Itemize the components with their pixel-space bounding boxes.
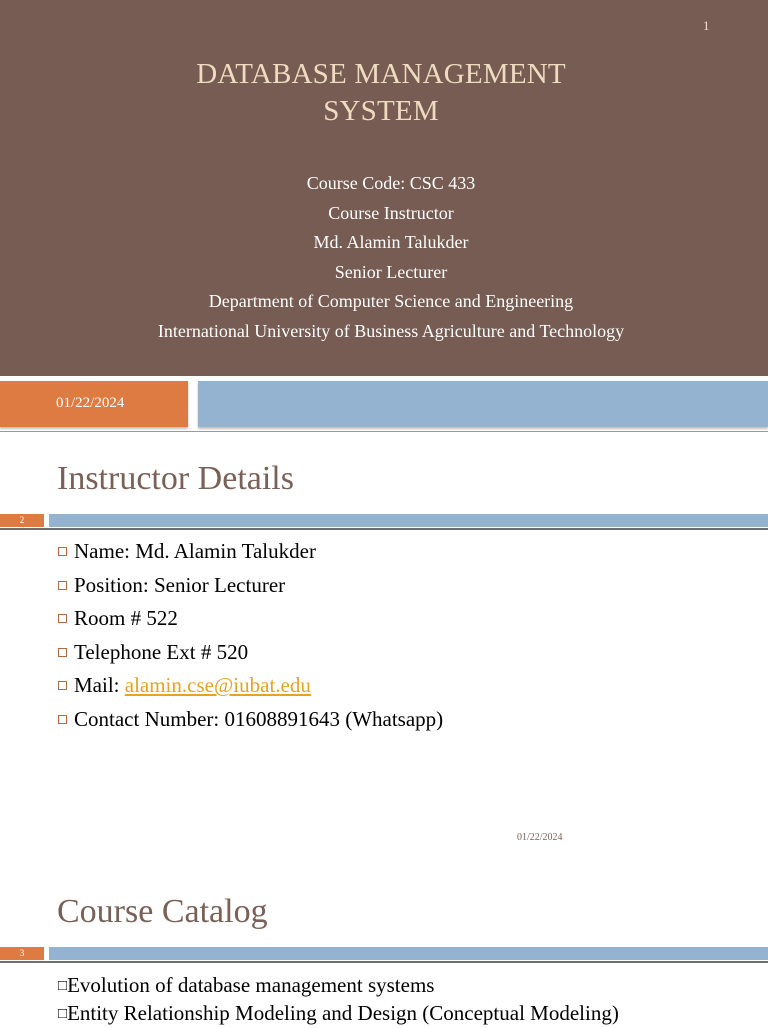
instructor-label: Course Instructor — [328, 202, 454, 223]
list-item — [58, 669, 443, 703]
slide-number: 2 — [19, 515, 25, 525]
slide-number-box — [0, 947, 44, 960]
slide-number: 3 — [19, 948, 25, 958]
title-line-1: DATABASE MANAGEMENT — [196, 58, 566, 90]
square-bullet-icon: □ — [58, 1006, 68, 1022]
square-bullet-icon — [58, 614, 67, 623]
square-bullet-icon: □ — [58, 978, 68, 994]
contact-text: Contact Number: 01608891643 (Whatsapp) — [74, 706, 444, 731]
course-info — [0, 169, 768, 347]
instructor-name: Md. Alamin Talukder — [313, 232, 469, 253]
instructor-details-list — [58, 535, 443, 737]
list-item — [58, 999, 619, 1027]
slide-number: 1 — [703, 18, 710, 33]
email-link[interactable]: alamin.cse@iubat.edu — [124, 673, 311, 698]
square-bullet-icon — [58, 648, 67, 657]
name-text: Name: Md. Alamin Talukder — [74, 539, 316, 563]
title-underline — [0, 528, 768, 530]
footer-blue-bar — [198, 381, 768, 427]
footer-date: 01/22/2024 — [517, 832, 563, 843]
title-underline — [0, 961, 768, 963]
title-accent-bar — [49, 947, 768, 960]
title-accent-bar — [49, 514, 768, 527]
university: International University of Business Agriculture and Technology — [157, 320, 625, 341]
department: Department of Computer Science and Engineering — [208, 291, 574, 312]
slide-divider — [0, 431, 768, 432]
catalog-item-text: Evolution of database management systems — [67, 973, 435, 997]
room-text: Room # 522 — [74, 606, 178, 631]
telephone-text: Telephone Ext # 520 — [74, 639, 249, 664]
instructor-details-title: Instructor Details — [57, 460, 294, 497]
title-slide — [0, 0, 768, 376]
square-bullet-icon — [58, 681, 67, 690]
position-text: Position: Senior Lecturer — [74, 572, 286, 597]
list-item — [58, 602, 443, 636]
list-item — [58, 535, 443, 569]
slide-date: 01/22/2024 — [56, 395, 125, 411]
list-item — [58, 971, 619, 999]
list-item — [58, 569, 443, 603]
date-box — [0, 381, 188, 427]
square-bullet-icon — [58, 547, 67, 556]
course-catalog-title: Course Catalog — [57, 893, 268, 930]
catalog-item-text: Entity Relationship Modeling and Design (Conceptual Modeling) — [67, 1001, 619, 1025]
square-bullet-icon — [58, 715, 67, 724]
instructor-position: Senior Lecturer — [334, 261, 448, 282]
slide-title — [0, 56, 762, 130]
mail-label: Mail: — [74, 673, 125, 698]
list-item — [58, 703, 443, 737]
title-line-2: SYSTEM — [323, 95, 439, 127]
list-item — [58, 636, 443, 670]
course-code: Course Code: CSC 433 — [306, 173, 476, 193]
slide-number-box — [0, 514, 44, 527]
square-bullet-icon — [58, 581, 67, 590]
course-catalog-list — [58, 971, 619, 1027]
